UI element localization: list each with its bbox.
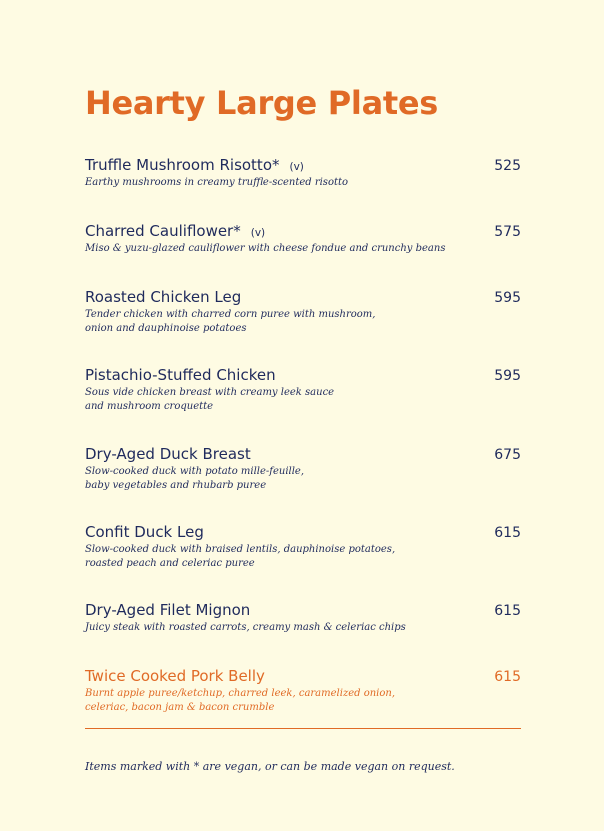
menu-item-dry-aged-duck-breast (85, 445, 521, 492)
item-price: 615 (494, 669, 521, 685)
menu-item-confit-duck-leg (85, 523, 521, 570)
menu-item-dry-aged-filet-mignon (85, 601, 521, 635)
item-name: Confit Duck Leg (85, 523, 204, 541)
item-name: Roasted Chicken Leg (85, 288, 242, 306)
item-name: Twice Cooked Pork Belly (85, 667, 265, 685)
item-name: Dry-Aged Filet Mignon (85, 601, 251, 619)
item-description: Burnt apple puree/ketchup, charred leek, caramelized onion, celeriac, bacon jam & bacon crumble (85, 688, 396, 713)
item-description: Slow-cooked duck with braised lentils, dauphinoise potatoes, roasted peach and celeriac puree (85, 544, 396, 569)
item-description: Sous vide chicken breast with creamy leek sauce and mushroom croquette (85, 387, 335, 412)
item-description: Miso & yuzu-glazed cauliflower with cheese fondue and crunchy beans (85, 243, 446, 254)
item-name: Charred Cauliflower* (85, 222, 241, 240)
item-description: Slow-cooked duck with potato mille-feuille, baby vegetables and rhubarb puree (85, 466, 305, 491)
item-description: Juicy steak with roasted carrots, creamy mash & celeriac chips (85, 622, 406, 633)
item-name: Pistachio-Stuffed Chicken (85, 366, 276, 384)
page-title: Hearty Large Plates (85, 84, 439, 122)
item-price: 525 (494, 158, 521, 174)
menu-item-twice-cooked-pork-belly (85, 667, 521, 714)
item-description: Tender chicken with charred corn puree with mushroom, onion and dauphinoise potatoes (85, 309, 376, 334)
item-price: 595 (494, 290, 521, 306)
vegetarian-tag: (v) (250, 227, 266, 239)
item-price: 615 (494, 603, 521, 619)
menu-item-charred-cauliflower (85, 222, 521, 256)
item-price: 675 (494, 447, 521, 463)
item-price: 595 (494, 368, 521, 384)
menu-item-pistachio-stuffed-chicken (85, 366, 521, 413)
vegetarian-tag: (v) (289, 161, 304, 173)
vegan-footnote: Items marked with * are vegan, or can be made vegan on request. (85, 760, 455, 773)
divider (85, 728, 521, 729)
item-price: 575 (494, 224, 521, 240)
item-name: Dry-Aged Duck Breast (85, 445, 251, 463)
item-price: 615 (494, 525, 521, 541)
menu-item-truffle-mushroom-risotto (85, 156, 521, 190)
item-description: Earthy mushrooms in creamy truffle-scented risotto (85, 177, 349, 188)
menu-item-roasted-chicken-leg (85, 288, 521, 335)
item-name: Truffle Mushroom Risotto* (85, 156, 280, 174)
